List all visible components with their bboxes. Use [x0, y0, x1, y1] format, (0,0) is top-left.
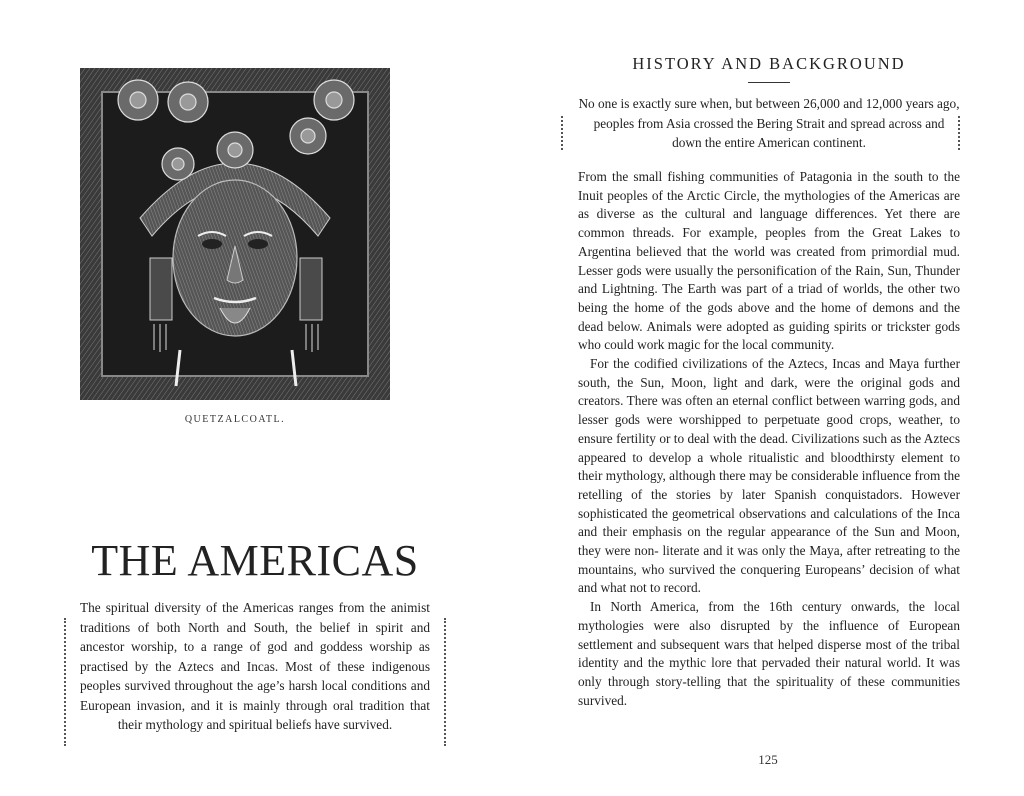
quetzalcoatl-illustration	[80, 68, 390, 400]
dotted-rule-left	[561, 116, 566, 150]
chapter-title: THE AMERICAS	[91, 536, 419, 585]
lead-paragraph: No one is exactly sure when, but between 26,000 and 12,000 years ago, peoples from Asia crossed the Bering Strait and spread across and down the entire American continent.	[578, 96, 960, 150]
dotted-rule-right	[444, 618, 449, 746]
dotted-rule-left	[64, 618, 69, 746]
paragraph: For the codified civilizations of the Aztecs, Incas and Maya further south, the Sun, Moon, light and dark, were the original gods and creators. There was often an eternal conflict between warring gods, and lesser gods were worshipped to perpetuate good crops, weather, to ensure fertility or to deal with the dead. Civilizations such as the Aztecs appeared to develop a whole ritualistic and bloodthirsty element to their mythology, although there may be considerable influence from the retelling of the stories by later Spanish conquistadors. However sophisticated the geometrical observations and calculations of the Inca and their emphasis on the regular appearance of the Sun and Moon, they were non- literate and it was only the Maya, after retreating to the mountains, who survived the conquering Europeans’ decision of what and what not to record.	[578, 356, 960, 596]
running-head: HISTORY AND BACKGROUND	[632, 54, 906, 73]
heading-rule	[748, 82, 790, 83]
paragraph: In North America, from the 16th century onwards, the local mythologies were also disrupted by the influence of European settlement and subsequent wars that helped disperse most of the tribal identity and the mythic lore that pervaded their natural world. It was only through story-telling that the spirituality of these communities survived.	[578, 599, 960, 708]
page-number: 125	[758, 752, 778, 767]
illustration-caption: QUETZALCOATL.	[184, 414, 286, 425]
dotted-rule-right	[958, 116, 963, 150]
body-text	[578, 168, 960, 710]
chapter-intro: The spiritual diversity of the Americas ranges from the animist traditions of both North and South, the belief in spirit and ancestor worship, to a range of god and goddess worship as practised by the Aztecs and Incas. Most of these indigenous peoples survived throughout the age’s harsh local conditions and European invasion, and it is mainly through oral tradition that their mythology and spiritual beliefs have survived.	[80, 600, 430, 732]
paragraph: From the small fishing communities of Patagonia in the south to the Inuit peoples of the Arctic Circle, the mythologies of the Americas are as diverse as the cultural and language differences. Yet there are common threads. For example, peoples from the Great Lakes to Argentina believed that the world was created from primordial mud. Lesser gods were usually the personification of the Rain, Sun, Thunder and Lightning. The Earth was part of a triad of worlds, the other two being the home of the gods above and the home of demons and the dead below. Animals were adopted as guiding spirits or trickster gods who could work magic for the local community.	[578, 169, 960, 353]
